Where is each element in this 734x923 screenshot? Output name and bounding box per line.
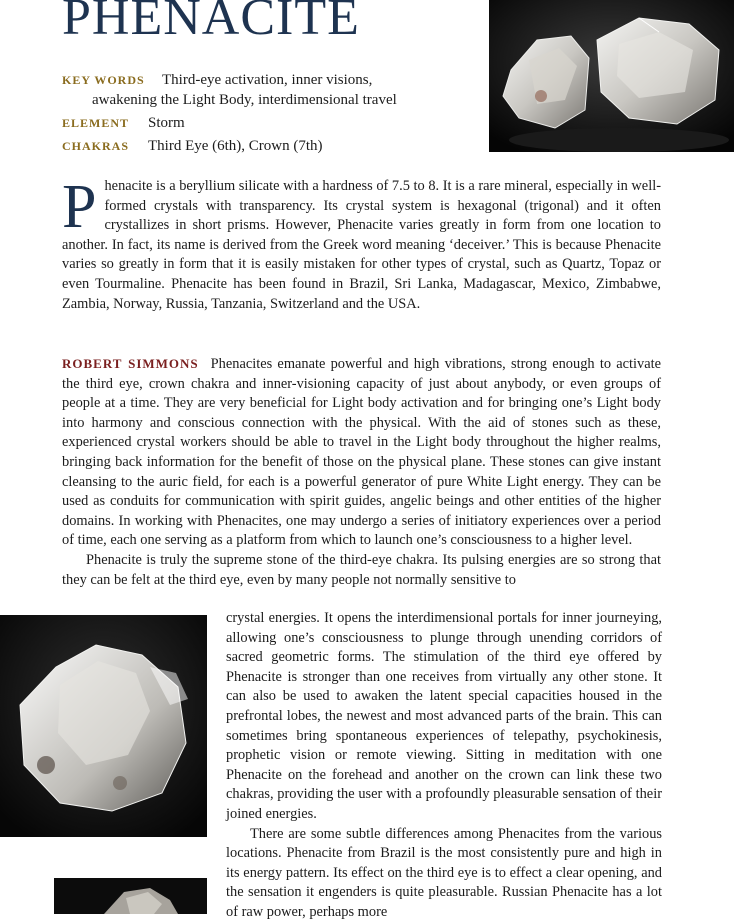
keywords-line2: awakening the Light Body, interdimensional travel [92, 92, 397, 108]
intro-paragraph [62, 173, 661, 314]
intro-text: henacite is a beryllium silicate with a hardness of 7.5 to 8. It is a rare mineral, especially in well-formed crystals with transparency. Its crystal system is hexagonal (trigonal) and it often crystallizes in short prisms. However, Phenacite varies greatly in form from one location to another. In fact, its name is derived from the Greek word meaning ‘deceiver.’ This is because Phenacite varies so greatly in form that it is easily mistaken for other types of crystal, such as Quartz, Topaz or even Tourmaline. Phenacite has been found in Brazil, Sri Lanka, Madagascar, Mexico, Zimbabwe, Zambia, Norway, Russia, Tanzania, Switzerland and the USA. [62, 178, 661, 312]
simmons-paragraph-2-start: Phenacite is truly the supreme stone of the third-eye chakra. Its pulsing energies are so strong that they can be felt at the third eye, even by many people not normally sensitive to [62, 551, 661, 588]
simmons-section [62, 354, 661, 590]
phenacite-photo-bottom [54, 878, 207, 914]
author-name: ROBERT SIMMONS [62, 356, 199, 371]
element-value: Storm [148, 115, 185, 131]
keywords-row [62, 70, 397, 110]
chakras-label: CHAKRAS [62, 139, 130, 153]
element-row [62, 113, 185, 133]
chakras-row [62, 136, 323, 156]
element-label: ELEMENT [62, 116, 130, 130]
simmons-paragraph-3: There are some subtle differences among Phenacites from the various locations. Phenacite from Brazil is the most consistently pure and high in its energy pattern. Its effect on the third eye is to effect a clear opening, and the sensation it engenders is quite pleasurable. Russian Phenacite has a lot of raw power, perhaps more [226, 825, 662, 920]
chakras-value: Third Eye (6th), Crown (7th) [148, 138, 323, 154]
simmons-paragraph-2-rest: crystal energies. It opens the interdimensional portals for inner journeying, allowing one’s consciousness to plunge through unending corridors of sacred geometric forms. The stimulation of the third eye offered by Phenacite is stronger than one receives from virtually any other stone. It can also be used to awaken the latent special capacities housed in the prefrontal lobes, the newest and most advanced parts of the brain. This can sometimes bring spontaneous experiences of telepathy, psychokinesis, prophetic vision or remote viewing. Sitting in meditation with one Phenacite on the forehead and another on the crown can link these two chakras, providing the user with a profoundly pleasurable sensation of their joined energies. [226, 610, 662, 822]
keywords-label: KEY WORDS [62, 73, 145, 87]
phenacite-photo-top [489, 0, 734, 152]
phenacite-photo-middle [0, 615, 207, 837]
page-title: PHENACITE [62, 0, 360, 46]
simmons-column [226, 609, 662, 923]
simmons-paragraph-1: Phenacites emanate powerful and high vibrations, strong enough to activate the third eye, crown chakra and inner-visioning capacity of just about anybody, or even groups of people at a time. They are very beneficial for Light body activation and for bringing one’s Light body into harmony and conscious connection with the physical. With the aid of stones such as these, experienced crystal workers should be able to travel in the Light body throughout the higher realms, bringing back information for the benefit of those on the physical plane. These stones can give instant cleansing to the auric field, for each is a powerful generator of pure White Light energy. They can be used as conduits for communication with spirit guides, angelic beings and other entities of the higher domains. In working with Phenacites, one may undergo a series of initiatory experiences over a period of time, each one serving as a platform from which to launch one’s consciousness to a higher level. [62, 356, 661, 549]
keywords-line1: Third-eye activation, inner visions, [162, 72, 373, 88]
drop-cap: P [62, 173, 97, 241]
